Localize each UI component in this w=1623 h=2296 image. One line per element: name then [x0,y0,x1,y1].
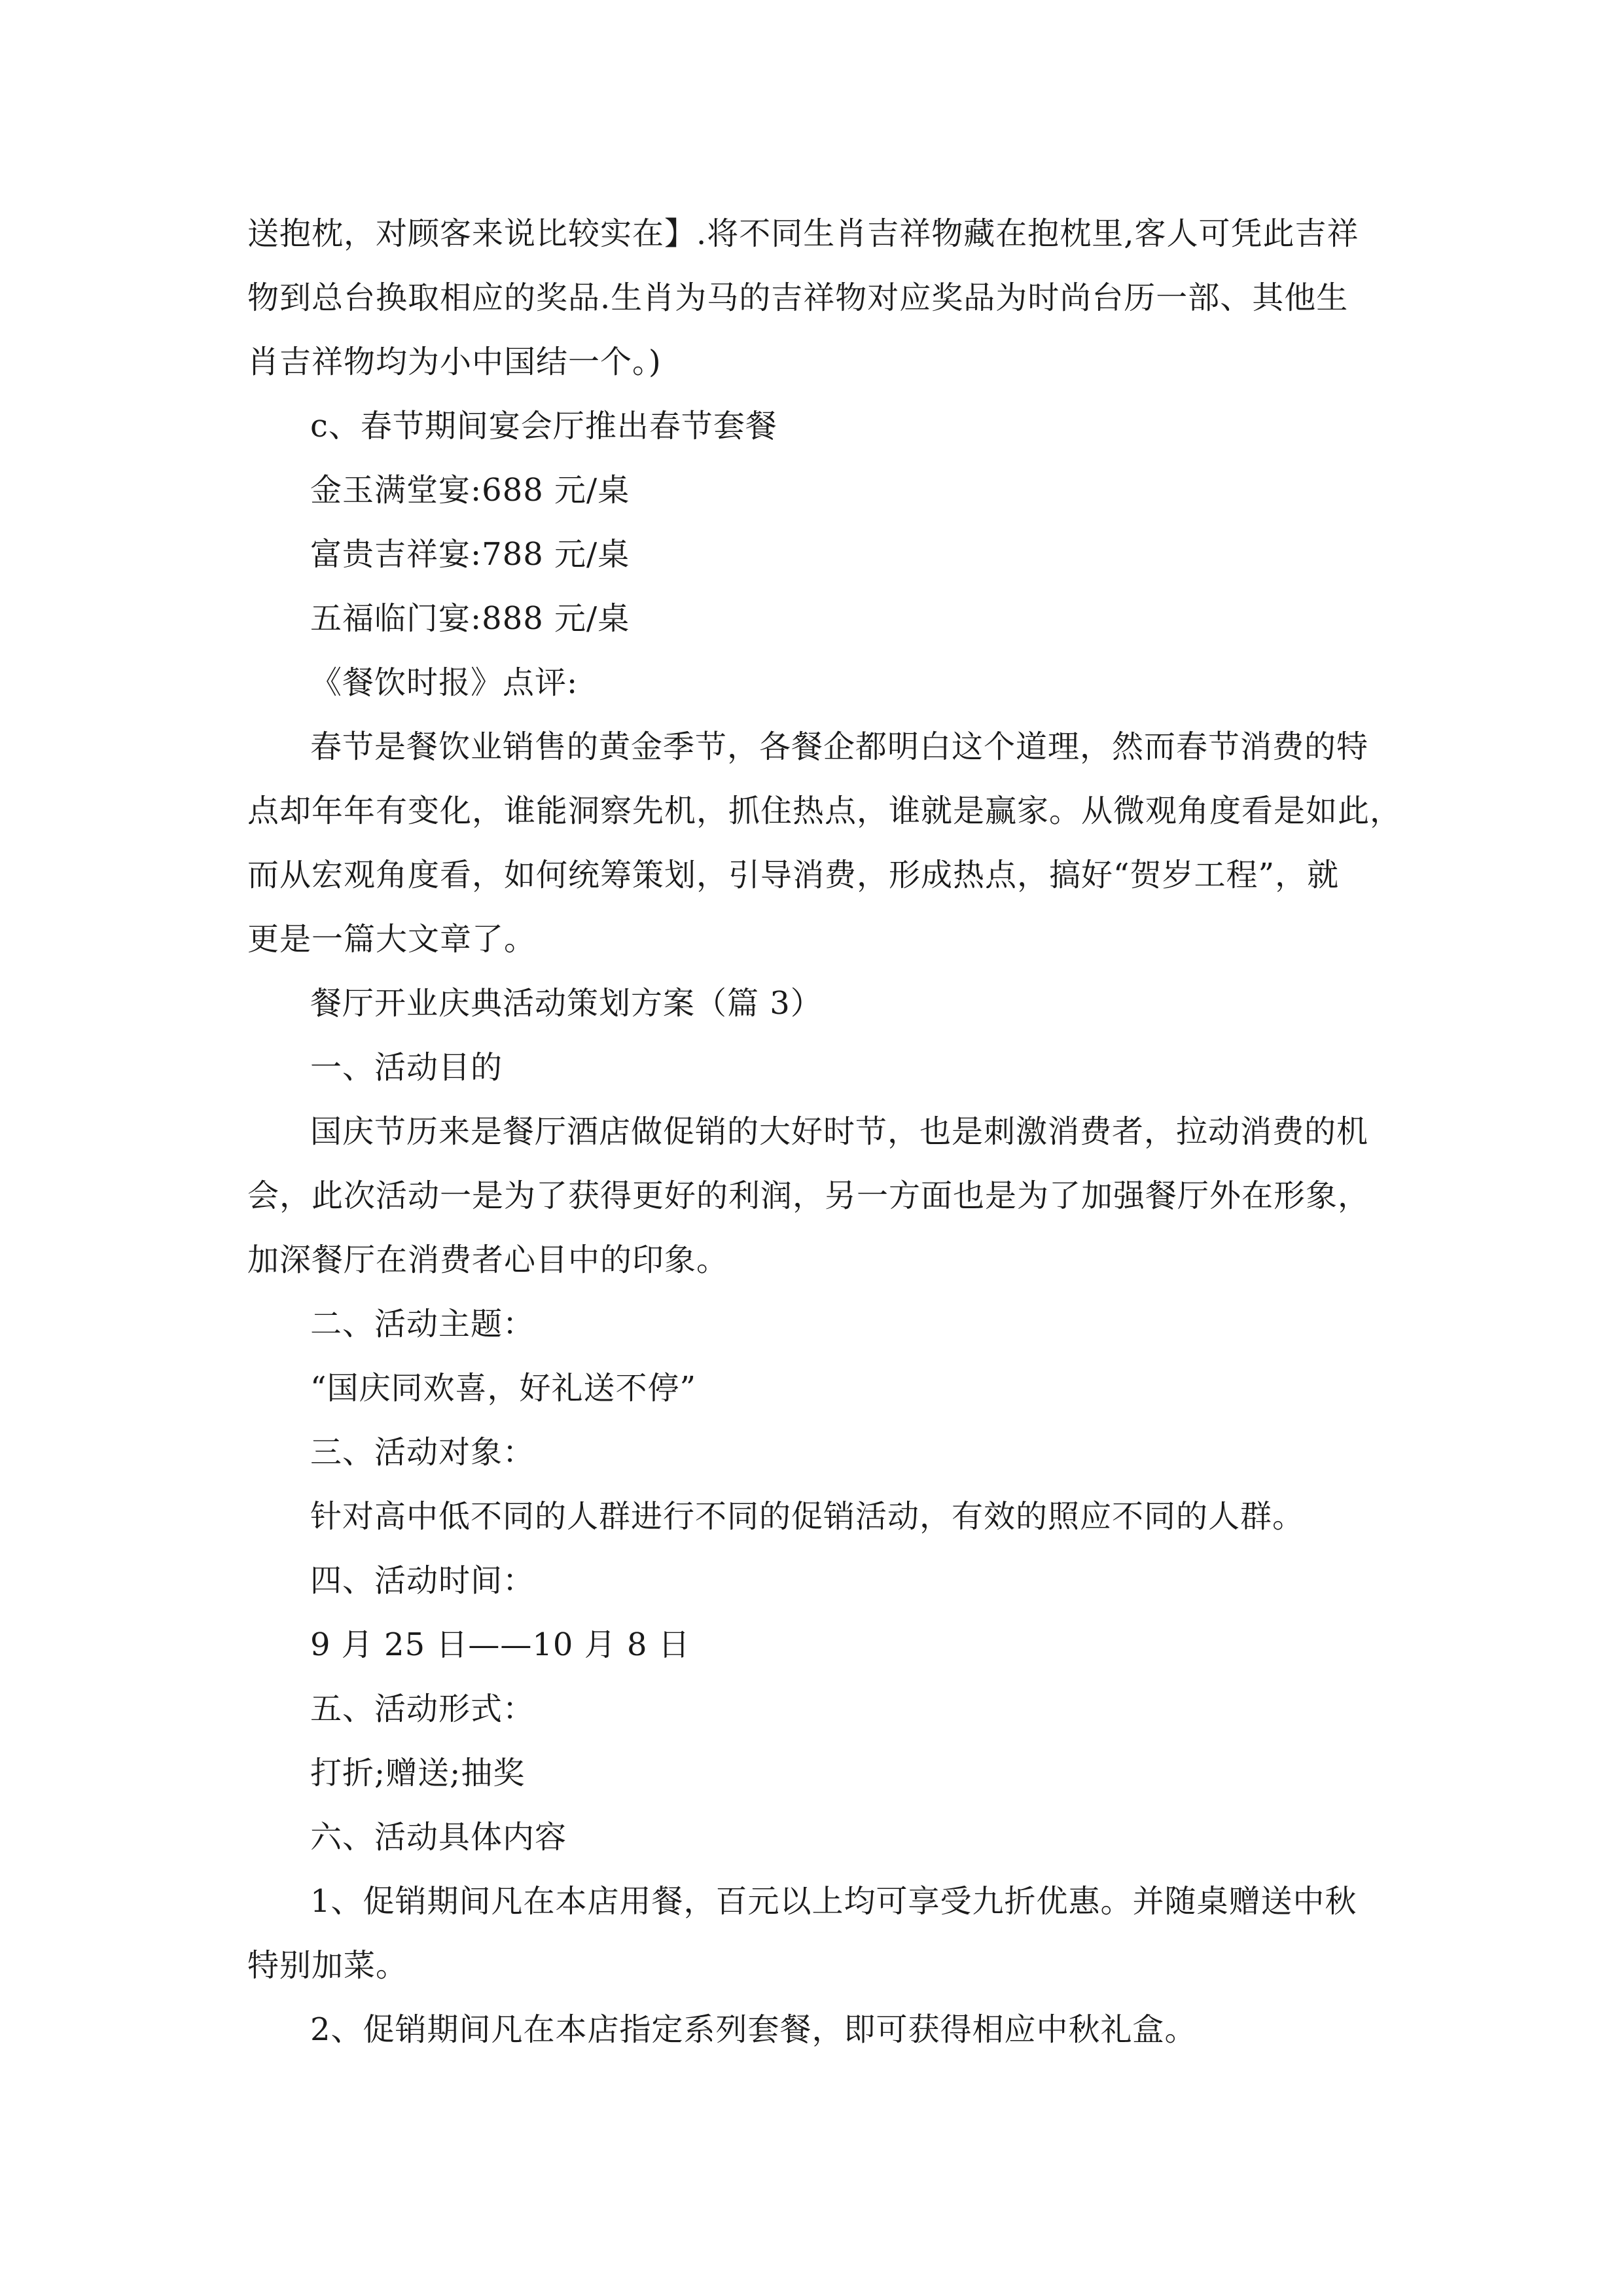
paragraph-line: 针对高中低不同的人群进行不同的促销活动，有效的照应不同的人群。 [310,1498,1305,1535]
section-heading-c: c、春节期间宴会厅推出春节套餐 [310,408,777,444]
list-item-continuation: 特别加菜。 [247,1947,408,1984]
paragraph-line: 送抱枕，对顾客来说比较实在】.将不同生肖吉祥物藏在抱枕里,客人可凭此吉祥 [247,215,1359,252]
section-heading: 四、活动时间： [310,1562,535,1599]
paragraph-line: 会，此次活动一是为了获得更好的利润，另一方面也是为了加强餐厅外在形象， [247,1177,1370,1214]
paragraph-line: 而从宏观角度看，如何统筹策划，引导消费，形成热点，搞好“贺岁工程”，就 [247,857,1340,893]
section-heading: 三、活动对象： [310,1434,535,1471]
menu-item: 金玉满堂宴:688 元/桌 [310,472,630,509]
theme-text: “国庆同欢喜，好礼送不停” [310,1370,697,1407]
section-heading: 五、活动形式： [310,1691,535,1727]
paragraph-line: 春节是餐饮业销售的黄金季节，各餐企都明白这个道理，然而春节消费的特 [310,728,1369,765]
paragraph-line: 打折;赠送;抽奖 [310,1755,526,1791]
date-range: 9 月 25 日——10 月 8 日 [310,1626,690,1663]
document-body [247,202,1419,2062]
section-heading: 二、活动主题： [310,1306,535,1342]
section-heading: 一、活动目的 [310,1049,503,1086]
paragraph-line: 点却年年有变化，谁能洞察先机，抓住热点，谁就是赢家。从微观角度看是如此， [247,793,1402,829]
list-item: 2、促销期间凡在本店指定系列套餐，即可获得相应中秋礼盒。 [310,2011,1197,2048]
document-title: 餐厅开业庆典活动策划方案（篇 3） [310,985,823,1022]
paragraph-line: 国庆节历来是餐厅酒店做促销的大好时节，也是刺激消费者，拉动消费的机 [310,1113,1369,1150]
menu-item: 五福临门宴:888 元/桌 [310,600,630,637]
paragraph-line: 肖吉祥物均为小中国结一个。) [247,344,662,380]
list-item: 1、促销期间凡在本店用餐，百元以上均可享受九折优惠。并随桌赠送中秋 [310,1883,1357,1920]
paragraph-line: 物到总台换取相应的奖品.生肖为马的吉祥物对应奖品为时尚台历一部、其他生 [247,279,1349,316]
section-heading: 六、活动具体内容 [310,1819,567,1856]
paragraph-line: 加深餐厅在消费者心目中的印象。 [247,1242,729,1278]
review-heading: 《餐饮时报》点评: [310,664,579,701]
paragraph-line: 更是一篇大文章了。 [247,921,537,958]
menu-item: 富贵吉祥宴:788 元/桌 [310,536,630,573]
